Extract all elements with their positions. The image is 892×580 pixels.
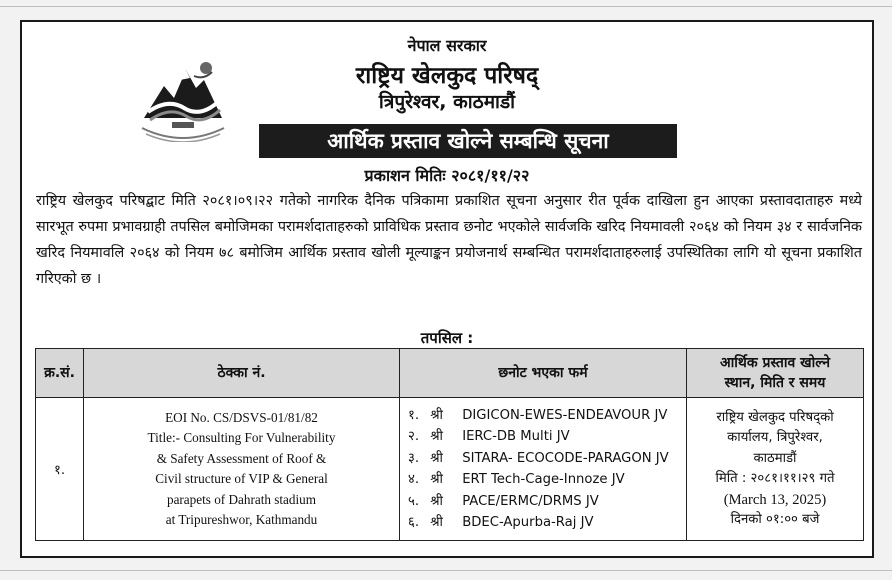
contract-line: & Safety Assessment of Roof & [156, 450, 327, 466]
venue-date-time [687, 398, 864, 541]
contract-description [84, 398, 400, 541]
venue-date-english: (March 13, 2025) [723, 491, 827, 508]
top-rule [0, 6, 892, 7]
header-venue-line1: आर्थिक प्रस्ताव खोल्ने [719, 355, 831, 371]
notice-page [20, 20, 874, 558]
contract-line: Civil structure of VIP & General [155, 471, 328, 486]
organization-name: राष्ट्रिय खेलकुद परिषद् [355, 63, 539, 89]
contract-line: EOI No. CS/DSVS-01/81/82 [165, 409, 318, 425]
header-sn: क्र.सं. [36, 349, 84, 398]
venue-place-line2: कार्यालय, त्रिपुरेश्वर, [727, 430, 823, 445]
firm-item: ३. श्री SITARA- ECOCODE-PARAGON JV [408, 450, 669, 466]
header-shortlisted-firms: छनोट भएका फर्म [400, 349, 687, 398]
header-venue-date-time [687, 349, 864, 398]
government-name: नेपाल सरकार [407, 36, 487, 55]
venue-place-line3: काठमाडौं [753, 450, 797, 466]
contract-line: at Tripureshwor, Kathmandu [165, 512, 318, 527]
details-label: तपसिल : [420, 329, 474, 347]
firm-item: ४. श्री ERT Tech-Cage-Innoze JV [408, 472, 625, 487]
row-sn: १. [36, 398, 84, 541]
table-row [36, 398, 864, 541]
bottom-rule [0, 570, 892, 571]
firm-name: DIGICON-EWES-ENDEAVOUR JV [462, 407, 668, 423]
publication-date: प्रकाशन मितिः २०८१/११/२२ [364, 166, 530, 185]
firm-item: ६. श्री BDEC-Apurba-Raj JV [408, 515, 594, 530]
firm-name: PACE/ERMC/DRMS JV [462, 493, 599, 509]
notice-title-banner: आर्थिक प्रस्ताव खोल्ने सम्बन्धि सूचना [259, 124, 677, 158]
notice-body: राष्ट्रिय खेलकुद परिषद्बाट मिति २०८१।०९।२२ गतेको नागरिक दैनिक पत्रिकामा प्रकाशित सूचना अनुसार रीत पूर्वक दाखिला हुन आएका प्रस्तावदाताहरु मध्ये सारभूत रुपमा प्रभावग्राही तपसिल बमोजिमका परामर्शदाताहरुको प्राविधिक प्रस्ताव छनोट भएकोले सार्वजकि खरिद नियमावली २०६४ को नियम ३४ र सार्वजनिक खरिद नियमावलि २०६४ को नियम ७८ बमोजिम आर्थिक प्रस्ताव खोली मूल्याङ्कन प्रयोजनार्थ सम्बन्धित परामर्शदाताहरुलाई उपस्थितिका लागि यो सूचना प्रकाशित गरिएको छ । [36, 193, 862, 287]
firm-item: ५. श्री PACE/ERMC/DRMS JV [408, 493, 599, 509]
firm-item: २. श्री IERC-DB Multi JV [408, 429, 570, 444]
firm-name: BDEC-Apurba-Raj JV [462, 515, 594, 530]
header-venue-line2: स्थान, मिति र समय [724, 375, 826, 391]
venue-time: दिनको ०१:०० बजे [730, 512, 820, 527]
venue-place-line1: राष्ट्रिय खेलकुद परिषद्को [716, 409, 834, 425]
organization-address: त्रिपुरेश्वर, काठमाडौं [378, 91, 516, 113]
details-table [35, 348, 864, 541]
firm-name: SITARA- ECOCODE-PARAGON JV [462, 450, 669, 466]
firm-name: ERT Tech-Cage-Innoze JV [462, 472, 625, 487]
firms-list [400, 398, 687, 541]
header-contract-no: ठेक्का नं. [84, 349, 400, 398]
venue-date-nepali: मिति : २०८१।११।२९ गते [715, 471, 835, 486]
contract-line: Title:- Consulting For Vulnerability [147, 430, 336, 445]
firm-name: IERC-DB Multi JV [462, 429, 570, 444]
table-header-row [36, 349, 864, 398]
firm-item: १. श्री DIGICON-EWES-ENDEAVOUR JV [408, 407, 668, 423]
contract-line: parapets of Dahrath stadium [166, 491, 317, 507]
